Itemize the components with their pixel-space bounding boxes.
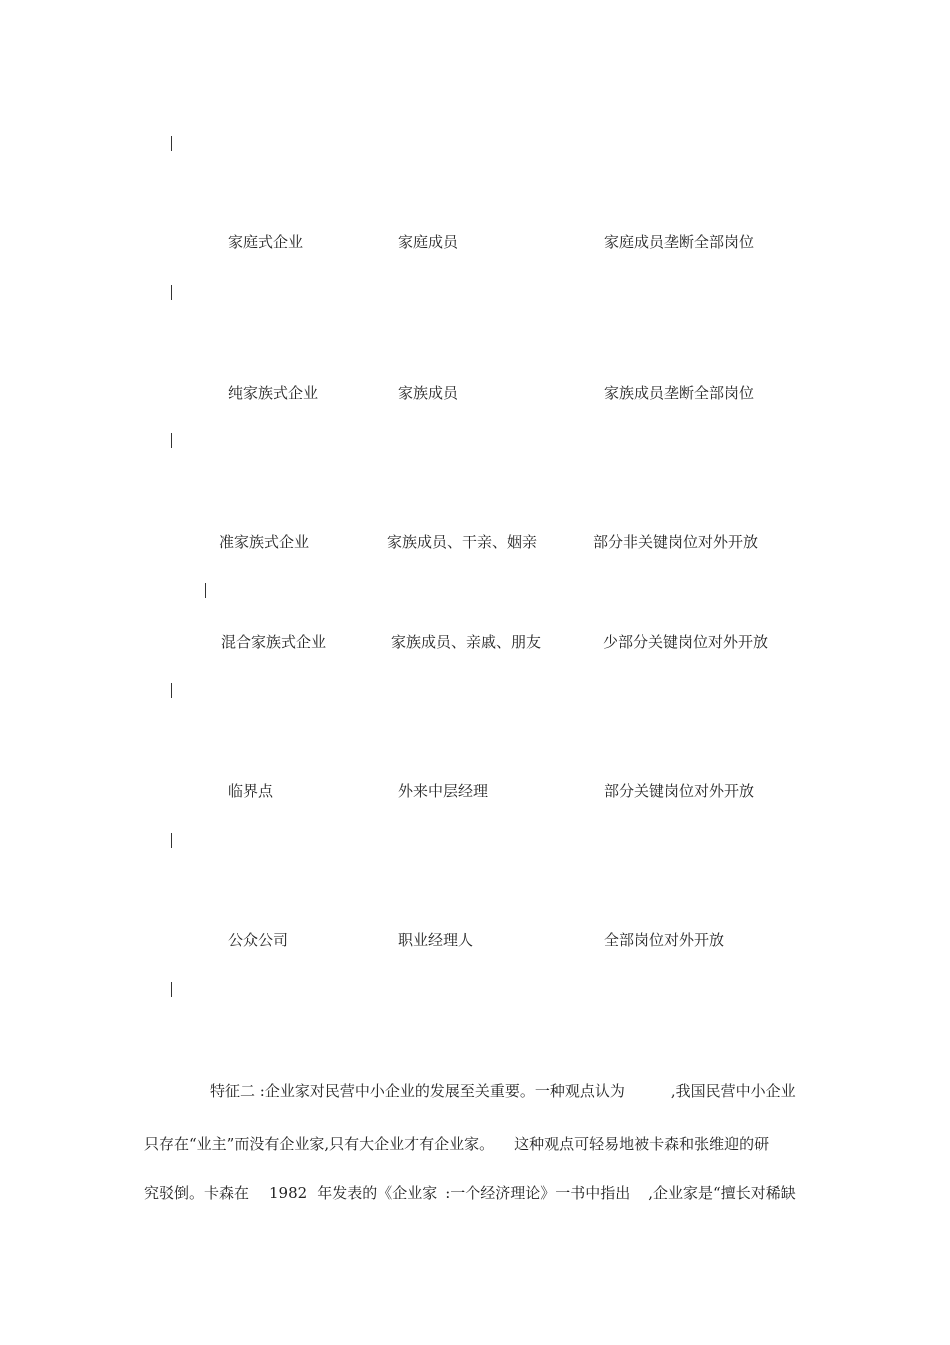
row-type: 纯家族式企业 [228, 384, 319, 402]
row-openness: 全部岗位对外开放 [604, 931, 725, 949]
row-type: 临界点 [228, 782, 274, 800]
separator-mark [171, 683, 172, 698]
row-openness: 部分关键岗位对外开放 [604, 782, 755, 800]
paragraph-text: 年发表的《企业家 [317, 1184, 438, 1202]
row-openness: 家族成员垄断全部岗位 [604, 384, 755, 402]
row-type: 公众公司 [228, 931, 289, 949]
paragraph-text: 这种观点可轻易地被卡森和张维迎的研 [514, 1135, 770, 1153]
row-openness: 部分非关键岗位对外开放 [593, 533, 759, 551]
row-members: 职业经理人 [398, 931, 474, 949]
paragraph-line [144, 1134, 769, 1154]
separator-mark [171, 285, 172, 300]
row-type: 家庭式企业 [228, 233, 304, 251]
paragraph-text: 1982 [269, 1184, 308, 1202]
paragraph-text: 究驳倒。卡森在 [144, 1184, 250, 1202]
row-members: 家庭成员 [398, 233, 459, 251]
separator-mark [171, 136, 172, 151]
paragraph-text: ,我国民营中小企业 [670, 1082, 796, 1100]
row-members: 家族成员、干亲、姻亲 [387, 533, 538, 551]
row-members: 外来中层经理 [398, 782, 489, 800]
row-openness: 少部分关键岗位对外开放 [603, 633, 769, 651]
separator-mark [205, 583, 206, 598]
paragraph-text: 特征二 :企业家对民营中小企业的发展至关重要。一种观点认为 [210, 1082, 625, 1100]
row-type: 准家族式企业 [219, 533, 310, 551]
separator-mark [171, 982, 172, 997]
separator-mark [171, 833, 172, 848]
paragraph-line [144, 1183, 796, 1203]
row-openness: 家庭成员垄断全部岗位 [604, 233, 755, 251]
row-members: 家族成员、亲戚、朋友 [391, 633, 542, 651]
separator-mark [171, 433, 172, 448]
row-type: 混合家族式企业 [221, 633, 327, 651]
paragraph-line [210, 1081, 796, 1101]
paragraph-text: :一个经济理论》一书中指出 [445, 1184, 631, 1202]
row-members: 家族成员 [398, 384, 459, 402]
paragraph-text: 只存在“业主”而没有企业家,只有大企业才有企业家。 [144, 1135, 495, 1153]
paragraph-text: ,企业家是“擅长对稀缺 [648, 1184, 796, 1202]
